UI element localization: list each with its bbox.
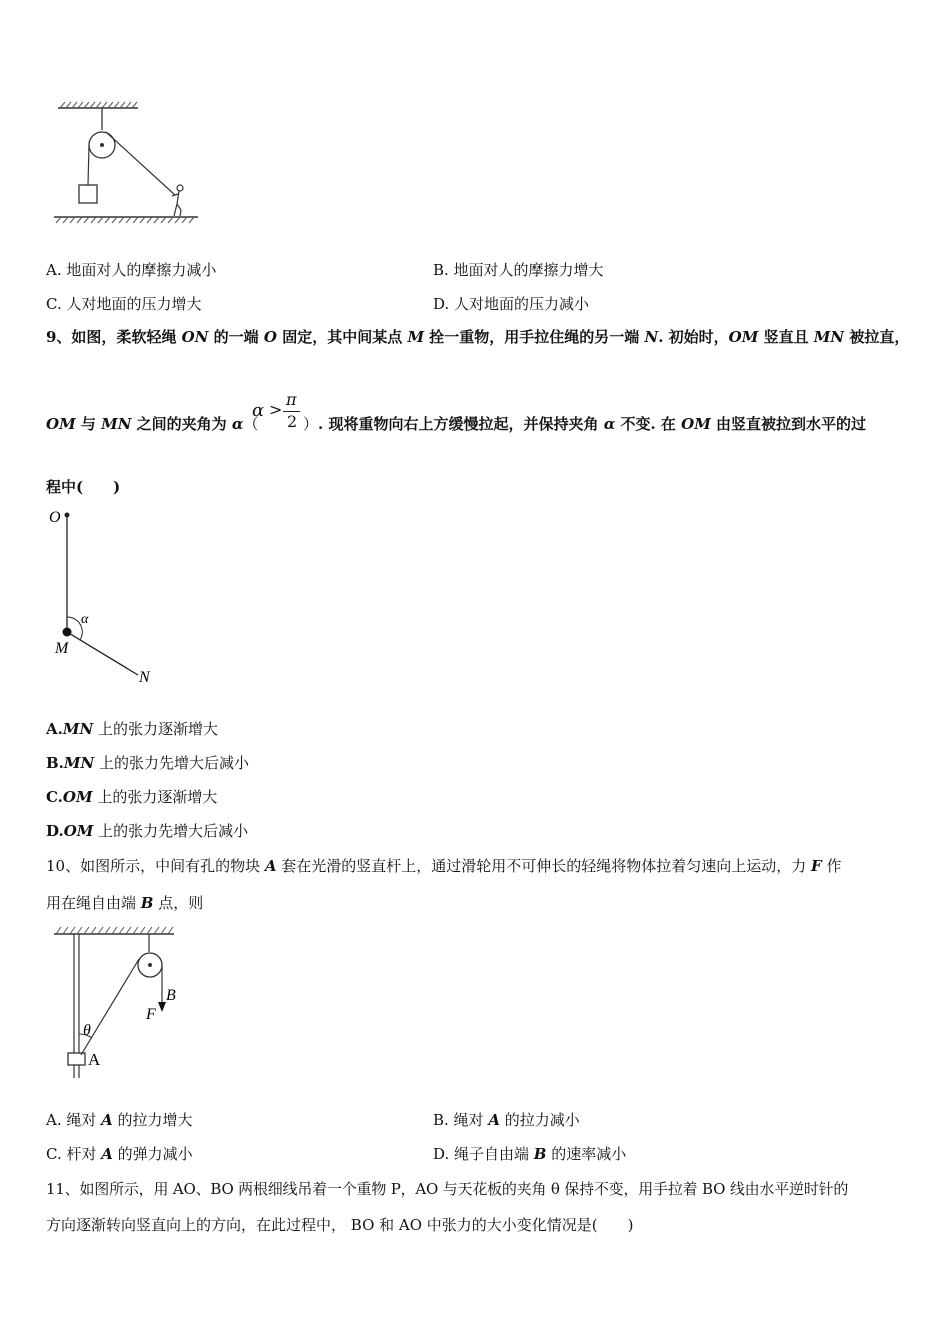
q10-option-b[interactable]: B. 绳对 A 的拉力减小 xyxy=(433,1111,580,1129)
label-o: O xyxy=(49,509,61,526)
q9-stem-line1: 9、如图，柔软轻绳 ON 的一端 O 固定，其中间某点 M 拴一重物，用手拉住绳的另一端 N. 初始时，OM 竖直且 MN 被拉直， xyxy=(46,328,910,346)
ceiling-hatch xyxy=(54,927,174,934)
q9-stem-line3: 程中( ) xyxy=(46,478,121,496)
q9-condition-formula: α > π 2 xyxy=(252,392,308,434)
q10-option-a[interactable]: A. 绳对 A 的拉力增大 xyxy=(46,1111,193,1129)
hanging-block xyxy=(79,185,97,203)
q9-option-c[interactable]: C.OM 上的张力逐渐增大 xyxy=(46,788,218,806)
q11-stem-line2: 方向逐渐转向竖直向上的方向，在此过程中， BO 和 AO 中张力的大小变化情况是( ) xyxy=(46,1216,634,1234)
q9-figure xyxy=(44,505,164,690)
label-b: B xyxy=(166,987,176,1004)
label-theta: θ xyxy=(83,1022,91,1039)
force-arrow xyxy=(158,1002,166,1012)
ceiling-hatch xyxy=(58,102,138,108)
label-alpha: α xyxy=(81,612,89,627)
weight-m xyxy=(63,628,72,637)
q10-stem-line1: 10、如图所示，中间有孔的物块 A 套在光滑的竖直杆上，通过滑轮用不可伸长的轻绳将物体拉着匀速向上运动，力 F 作 xyxy=(46,857,842,875)
label-n: N xyxy=(139,669,150,686)
q9-option-d[interactable]: D.OM 上的张力先增大后减小 xyxy=(46,822,249,840)
q8-figure xyxy=(50,98,200,228)
label-m: M xyxy=(55,640,69,657)
q8-option-c[interactable]: C. 人对地面的压力增大 xyxy=(46,295,202,313)
label-f: F xyxy=(146,1006,156,1023)
q9-stem-line2-left: OM 与 MN 之间的夹角为 α（ xyxy=(46,415,259,433)
q10-option-c[interactable]: C. 杆对 A 的弹力减小 xyxy=(46,1145,193,1163)
q8-option-d[interactable]: D. 人对地面的压力减小 xyxy=(433,295,590,313)
q9-option-b[interactable]: B.MN 上的张力先增大后减小 xyxy=(46,754,250,772)
label-a: A xyxy=(88,1050,101,1069)
q9-stem-line2-right: ）. 现将重物向右上方缓慢拉起，并保持夹角 α 不变. 在 OM 由竖直被拉到水平的过 xyxy=(303,415,867,433)
block-a xyxy=(68,1053,85,1065)
person-figure xyxy=(172,185,183,216)
q9-option-a[interactable]: A.MN 上的张力逐渐增大 xyxy=(46,720,218,738)
q8-option-b[interactable]: B. 地面对人的摩擦力增大 xyxy=(433,261,604,279)
q10-figure xyxy=(50,922,190,1082)
q11-stem-line1: 11、如图所示，用 AO、BO 两根细线吊着一个重物 P，AO 与天花板的夹角 θ 保持不变，用手拉着 BO 线由水平逆时针的 xyxy=(46,1180,849,1198)
q10-option-d[interactable]: D. 绳子自由端 B 的速率减小 xyxy=(433,1145,627,1163)
ground-hatch xyxy=(54,217,198,223)
q8-option-a[interactable]: A. 地面对人的摩擦力减小 xyxy=(46,261,217,279)
q10-stem-line2: 用在绳自由端 B 点，则 xyxy=(46,894,204,912)
